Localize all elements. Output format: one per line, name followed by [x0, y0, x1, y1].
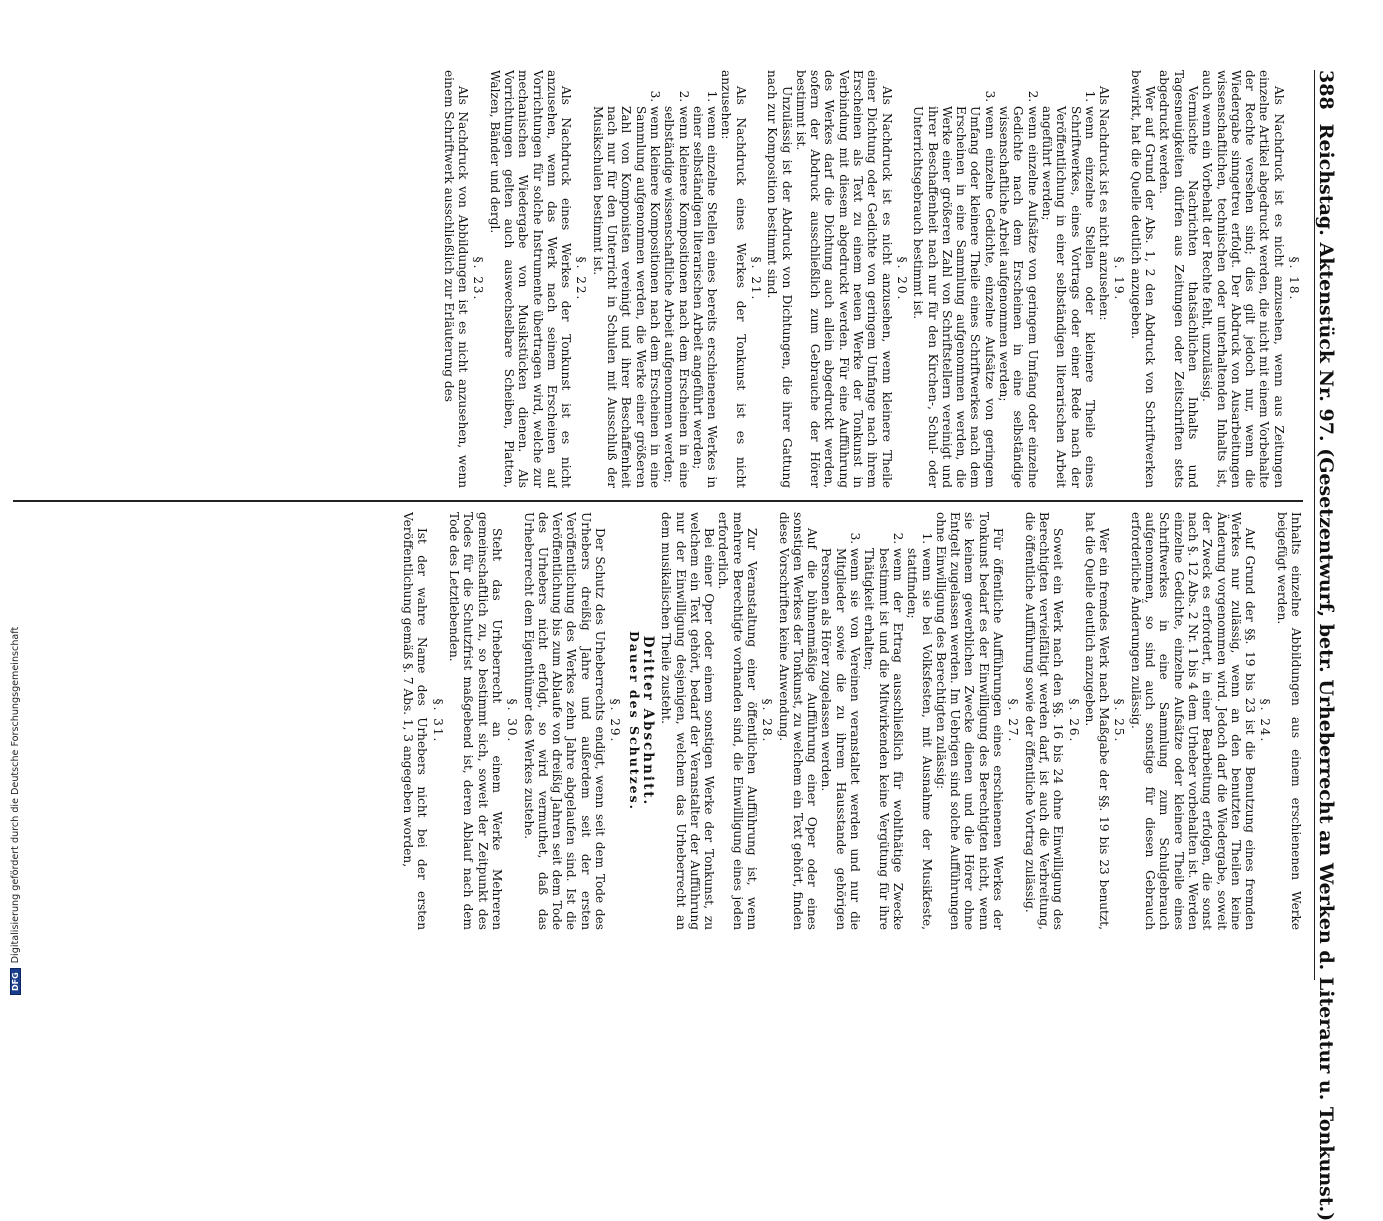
page-header — [1314, 70, 1341, 1221]
list-item: 2. wenn kleinere Kompositionen nach dem Erscheinen in eine selbständige wissenschaftliche Arbeit aufgenommen werden; — [662, 106, 691, 488]
section-29-paragraph: Der Schutz des Urheberrechts endigt, wenn seit dem Tode des Urhebers dreißig Jahre und außerdem seit der ersten Veröffentlichung des Werkes zehn Jahre abgelaufen sind. Ist die Veröffentlichung bis zum Ablaufe von dreißig Jahren seit dem Tode des Urhebers nicht erfolgt, so wird vermuthet, daß das Urheberrecht dem Eigenthümer des Werkes zustehe. — [521, 512, 608, 930]
section-28-paragraph: Zur Veranstaltung einer öffentlichen Aufführung ist, wenn mehrere Berechtigte vorhanden sind, die Einwilligung eines jeden erforderlich. — [716, 512, 760, 930]
credit-text: Digitalisierung gefördert durch die Deutsche Forschungsgemeinschaft — [9, 626, 21, 964]
section-26-heading: §. 26. — [1066, 698, 1081, 744]
section-25-heading: §. 25. — [1112, 698, 1127, 744]
chapter-subheading: Dauer des Schutzes. — [626, 630, 642, 812]
list-item: 2. wenn einzelne Aufsätze von geringem Umfang oder einzelne Gedichte nach dem Erscheinen in eine selbständige wissenschaftliche Arbeit aufgenommen werden; — [997, 106, 1040, 488]
section-20-heading: §. 20. — [894, 256, 909, 302]
section-19-heading: §. 19. — [1112, 256, 1127, 302]
list-item: 1. wenn sie bei Volksfesten, mit Ausnahme der Musikfeste, stattfinden; — [905, 548, 934, 930]
section-29-heading: §. 29. — [608, 698, 623, 744]
section-27-heading: §. 27. — [1006, 698, 1021, 744]
section-28-paragraph: Bei einer Oper oder einem sonstigen Werke der Tonkunst, zu welchem ein Text gehört, bedarf der Veranstalter der Aufführung nur der Einwilligung desjenigen, welchem das Urheberrecht an dem musikalischen Theile zusteht. — [659, 512, 717, 930]
section-30-heading: §. 30. — [505, 698, 520, 744]
column-divider — [13, 500, 1303, 502]
list-item: 1. wenn einzelne Stellen eines bereits erschienenen Werkes in einer selbständigen literarischen Arbeit angeführt werden; — [691, 106, 720, 488]
section-20-paragraph: Unzulässig ist der Abdruck von Dichtungen, die ihrer Gattung nach zur Komposition bestimmt sind. — [765, 70, 794, 488]
section-31-heading: §. 31. — [430, 698, 445, 744]
page-number: 388 — [1315, 70, 1337, 110]
section-24-heading: §. 24. — [1258, 698, 1273, 744]
section-30-paragraph: Steht das Urheberrecht an einem Werke Mehreren gemeinschaftlich zu, so bestimmt sich, soweit der Zeitpunkt des Todes für die Schutzfrist maßgebend ist, deren Ablauf nach dem Tode des Letztlebenden. — [447, 512, 504, 930]
list-item: 3. wenn kleinere Kompositionen nach dem Erscheinen in eine Sammlung aufgenommen werden, die Werke einer größeren Zahl von Komponisten vereinigt und ihrer Beschaffenheit nach nur für den Unterricht in Schulen mit Ausschluß der Musikschulen bestimmt ist. — [590, 106, 661, 488]
section-20-paragraph: Als Nachdruck ist es nicht anzusehen, wenn kleinere Theile einer Dichtung oder Gedichte von geringem Umfange nach ihrem Erscheinen als Text zu einem neuen Werke der Tonkunst in Verbindung mit diesem abgedruckt werden. Für eine Aufführung des Werkes darf die Dichtung auch allein abgedruckt werden, sofern der Abdruck ausschließlich zum Gebrauche der Hörer bestimmt ist. — [793, 70, 894, 488]
chapter-heading: Dritter Abschnitt. — [639, 635, 656, 807]
section-26-paragraph: Soweit ein Werk nach den §§. 16 bis 24 ohne Einwilligung des Berechtigten vervielfältigt werden darf, ist auch die Verbreitung, die öffentliche Aufführung sowie der öffentliche Vortrag zulässig. — [1022, 512, 1066, 930]
section-18-paragraph: Vermischte Nachrichten thatsächlichen Inhalts und Tagesneuigkeiten dürfen aus Zeitungen oder Zeitschriften stets abgedruckt werden. — [1157, 70, 1200, 488]
list-item: 2. wenn der Ertrag ausschließlich für wohlthätige Zwecke bestimmt ist und die Mitwirkenden keine Vergütung für ihre Thätigkeit erhalten; — [862, 548, 905, 930]
section-23-heading: §. 23. — [471, 256, 486, 302]
left-column — [13, 70, 1303, 488]
section-18-heading: §. 18. — [1287, 256, 1301, 302]
dfg-logo-icon: DFG — [10, 968, 21, 995]
digitization-credit — [8, 605, 22, 995]
section-19-list — [911, 70, 1097, 488]
section-27-list — [819, 512, 933, 930]
page-title: Reichstag. Aktenstück Nr. 97. (Gesetzentwurf, betr. Urheberrecht an Werken d. Literatur u. Tonkunst.) — [1315, 123, 1337, 1221]
continued-paragraph: Inhalts einzelne Abbildungen aus einem erschienenen Werke beigefügt werden. — [1274, 512, 1303, 930]
section-18-paragraph: Als Nachdruck ist es nicht anzusehen, wenn aus Zeitungen einzelne Artikel abgedruckt werden, die nicht mit einem Vorbehalte der Rechte versehen sind; dies gilt jedoch nur, wenn die Wiedergabe sinngetreu erfolgt. Der Abdruck von Ausarbeitungen wissenschaftlichen, technischen oder unterhaltenden Inhalts ist, auch wenn ein Vorbehalt der Rechte fehlt, unzulässig. — [1200, 70, 1286, 488]
section-31-paragraph: Ist der wahre Name des Urhebers nicht bei der ersten Veröffentlichung gemäß §. 7 Abs. 1, 3 angegeben worden, — [401, 512, 430, 930]
section-25-paragraph: Wer ein fremdes Werk nach Maßgabe der §§. 19 bis 23 benutzt, hat die Quelle deutlich anzugeben. — [1082, 512, 1112, 930]
section-24-paragraph: Auf Grund der §§. 19 bis 23 ist die Benutzung eines fremden Werkes nur zulässig, wenn an den benutzten Theilen keine Änderung vorgenommen wird. Jedoch darf die Wiedergabe, soweit der Zweck es erfordert, in einer Bearbeitung erfolgen, die sonst nach §. 12 Abs. 2 Nr. 1 bis 4 dem Urheber vorbehalten ist. Werden einzelne Gedichte, einzelne Aufsätze oder kleinere Theile eines Schriftwerkes in eine Sammlung zum Schulgebrauch aufgenommen, so sind auch sonstige für diesen Gebrauch erforderliche Änderungen zulässig. — [1128, 512, 1258, 930]
section-27-paragraph: Auf die bühnenmäßige Aufführung einer Oper oder eines sonstigen Werkes der Tonkunst, zu welchem ein Text gehört, finden diese Vorschriften keine Anwendung. — [776, 512, 820, 930]
section-23-paragraph: Als Nachdruck von Abbildungen ist es nicht anzusehen, wenn einem Schriftwerk ausschließlich zur Erläuterung des — [441, 70, 471, 488]
list-item: 3. wenn einzelne Gedichte, einzelne Aufsätze von geringem Umfang oder kleinere Theile eines Schriftwerkes nach dem Erscheinen in eine Sammlung aufgenommen werden, die Werke einer größeren Zahl von Schriftstellern vereinigt und ihrer Beschaffenheit nach nur für den Kirchen-, Schul- oder Unterrichtsgebrauch bestimmt ist. — [911, 106, 997, 488]
list-item: 3. wenn sie von Vereinen veranstaltet werden und nur die Mitglieder sowie die zu ihrem Hausstande gehörigen Personen als Hörer zugelassen werden. — [819, 548, 862, 930]
section-21-list — [590, 70, 719, 488]
section-18-paragraph: Wer auf Grund der Abs. 1, 2 den Abdruck von Schriftwerken bewirkt, hat die Quelle deutlich anzugeben. — [1128, 70, 1158, 488]
list-item: 1. wenn einzelne Stellen oder kleinere Theile eines Schriftwerkes, eines Vortrags oder einer Rede nach der Veröffentlichung in einer selbständigen literarischen Arbeit angeführt werden; — [1040, 106, 1097, 488]
section-21-heading: §. 21. — [749, 256, 764, 302]
section-19-intro: Als Nachdruck ist es nicht anzusehen: — [1097, 86, 1112, 321]
right-column — [13, 512, 1303, 930]
section-22-paragraph: Als Nachdruck eines Werkes der Tonkunst ist es nicht anzusehen, wenn das Werk nach seinem Erscheinen auf Vorrichtungen für solche Instrumente übertragen wird, welche zur mechanischen Wiedergabe von Musikstücken dienen. Als Vorrichtungen gelten auch auswechselbare Scheiben, Platten, Walzen, Bänder und dergl. — [487, 70, 574, 488]
section-21-intro: Als Nachdruck eines Werkes der Tonkunst ist es nicht anzusehen: — [719, 70, 748, 488]
section-27-paragraph: Für öffentliche Aufführungen eines erschienenen Werkes der Tonkunst bedarf es der Einwilligung des Berechtigten nicht, wenn sie keinem gewerblichen Zwecke dienen und die Hörer ohne Entgelt zugelassen werden. Im Uebrigen sind solche Aufführungen ohne Einwilligung des Berechtigten zulässig: — [933, 512, 1006, 930]
section-28-heading: §. 28. — [760, 698, 775, 744]
section-22-heading: §. 22. — [574, 256, 589, 302]
